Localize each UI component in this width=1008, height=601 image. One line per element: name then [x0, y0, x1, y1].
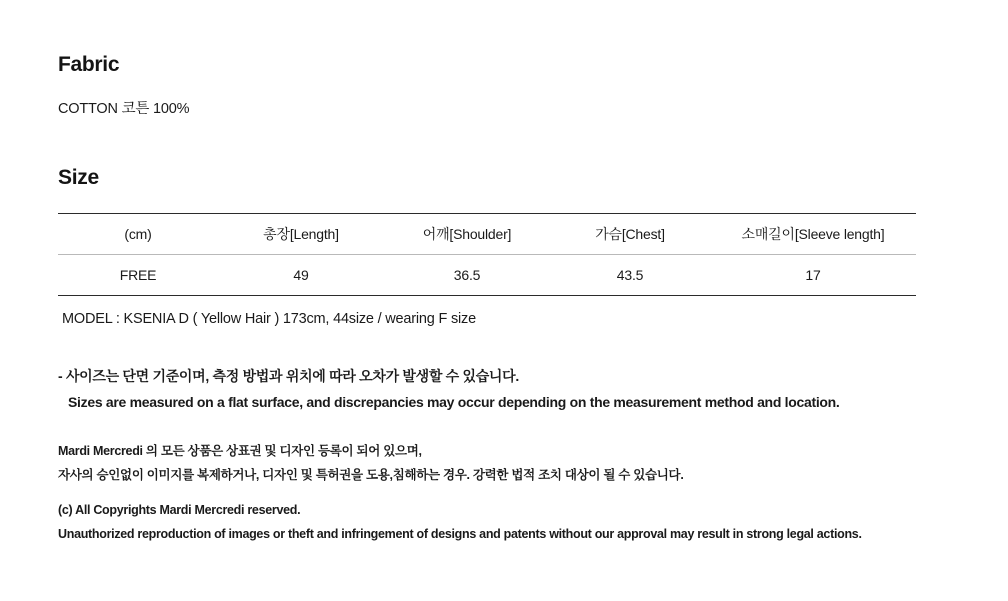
table-column-header-sleeve: 소매길이[Sleeve length] — [741, 226, 885, 242]
copyright-en-line1: (c) All Copyrights Mardi Mercredi reserved. — [58, 503, 301, 517]
table-cell-sleeve: 17 — [805, 267, 821, 283]
measurement-disclaimer-en: Sizes are measured on a flat surface, and discrepancies may occur depending on the measurement method and location. — [68, 394, 840, 410]
table-header-row — [58, 214, 916, 255]
model-info-text: MODEL : KSENIA D ( Yellow Hair ) 173cm, 44size / wearing F size — [62, 311, 476, 327]
copyright-ko-line1: Mardi Mercredi 의 모든 상품은 상표권 및 디자인 등록이 되어 있으며, — [58, 444, 422, 458]
table-column-header-chest: 가슴[Chest] — [595, 226, 665, 242]
fabric-composition-text: COTTON 코튼 100% — [58, 101, 190, 117]
measurement-disclaimer — [58, 363, 840, 415]
table-row — [58, 255, 916, 296]
table-cell-size-name: FREE — [119, 267, 157, 283]
table-cell-chest: 43.5 — [616, 267, 644, 283]
size-table — [58, 213, 916, 296]
table-column-header-unit: (cm) — [124, 226, 152, 242]
copyright-ko-line2: 자사의 승인없이 이미지를 복제하거나, 디자인 및 특허권을 도용,침해하는 경우. 강력한 법적 조치 대상이 될 수 있습니다. — [58, 468, 684, 482]
table-column-header-shoulder: 어깨[Shoulder] — [422, 226, 512, 242]
table-cell-shoulder: 36.5 — [453, 267, 481, 283]
fabric-section-heading: Fabric — [58, 53, 120, 76]
copyright-notice-korean — [58, 439, 684, 487]
table-cell-length: 49 — [293, 267, 309, 283]
copyright-en-line2: Unauthorized reproduction of images or theft and infringement of designs and patents without our approval may result in strong legal actions. — [58, 527, 862, 541]
table-column-header-length: 총장[Length] — [263, 226, 339, 242]
measurement-disclaimer-ko: - 사이즈는 단면 기준이며, 측정 방법과 위치에 따라 오차가 발생할 수 있습니다. — [58, 368, 519, 384]
copyright-notice-english — [58, 498, 862, 546]
size-section-heading: Size — [58, 166, 99, 189]
